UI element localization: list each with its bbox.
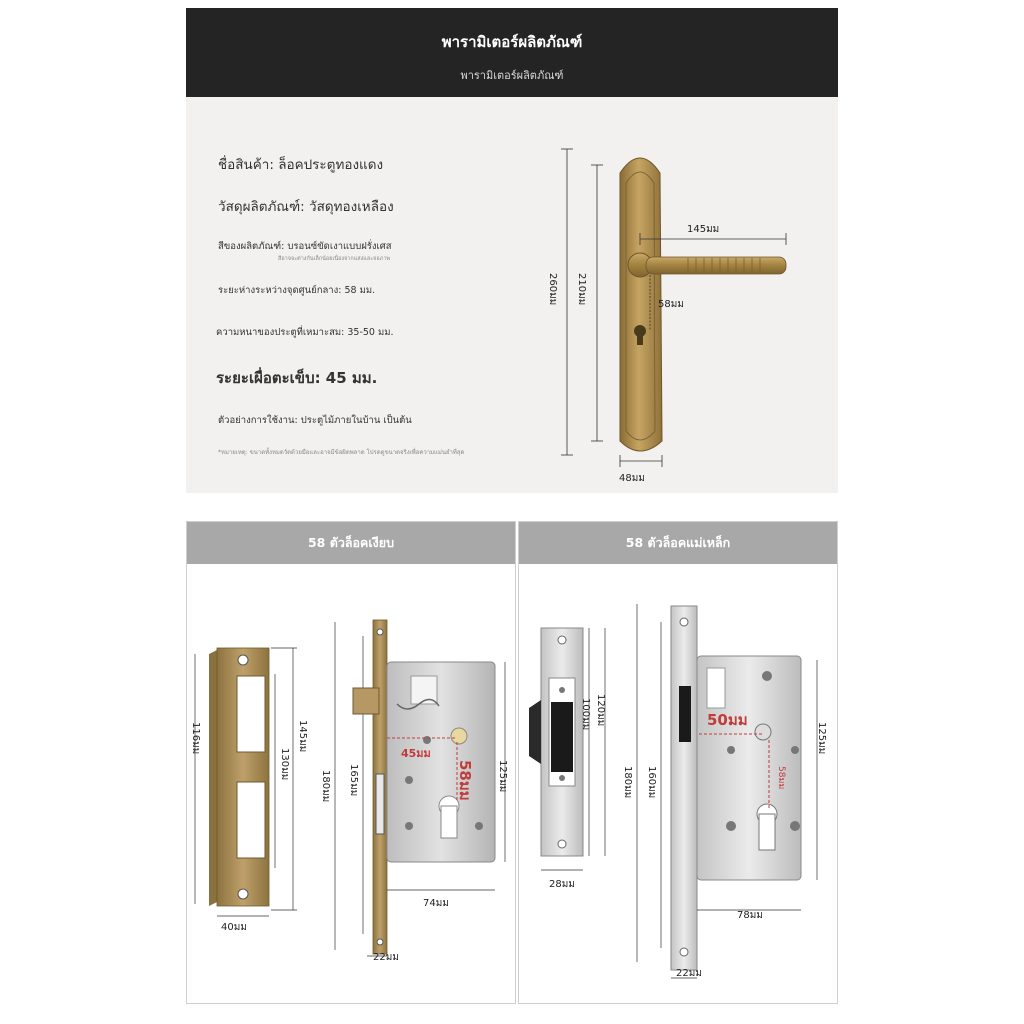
spec-color: สีของผลิตภัณฑ์: บรอนซ์ขัดเงาแบบฝรั่งเศส	[218, 241, 392, 252]
spec-door-thickness: ความหนาของประตูที่เหมาะสม: 35-50 มม.	[216, 327, 394, 338]
magnetic-strike-width-label: 28มม	[549, 879, 575, 890]
silent-body-case-label: 125มม	[497, 760, 508, 793]
silent-center-label: 58มม	[456, 760, 474, 801]
magnetic-backset-label: 50มม	[707, 711, 748, 729]
spec-color-note: สีอาจจะต่างกันเล็กน้อยเนื่องจากแสงและจอภาพ	[278, 256, 391, 262]
silent-lock-title: 58 ตัวล็อคเงียบ	[187, 522, 515, 564]
silent-strike-width-label: 40มม	[221, 922, 247, 933]
silent-depth-label: 74มม	[423, 898, 449, 909]
magnetic-lock-title: 58 ตัวล็อคแม่เหล็ก	[519, 522, 837, 564]
handle-width-label: 48มม	[619, 473, 645, 484]
door-handle-illustration	[536, 137, 826, 487]
silent-strike-outer-label: 145มม	[297, 720, 308, 753]
magnetic-strike-inner-label: 100มม	[580, 698, 591, 731]
magnetic-lock-panel	[518, 521, 838, 1004]
silent-strike-height-label: 116มม	[190, 722, 201, 755]
header-banner	[186, 8, 838, 97]
magnetic-body-case-label: 125มม	[816, 722, 827, 755]
silent-strike-inner-label: 130มม	[279, 748, 290, 781]
handle-total-height-label: 260มม	[547, 273, 558, 306]
silent-lock-panel	[186, 521, 516, 1004]
magnetic-lock-diagram	[519, 564, 837, 1004]
spec-footnote: *หมายเหตุ: ขนาดทั้งหมดวัดด้วยมือและอาจมีข้อผิดพลาด โปรดดูขนาดจริงเพื่อความแม่นยำที่สุด	[218, 449, 465, 456]
silent-backset-label: 45มม	[401, 747, 431, 760]
magnetic-depth-label: 78มม	[737, 910, 763, 921]
spec-usage: ตัวอย่างการใช้งาน: ประตูไม้ภายในบ้าน เป็นต้น	[218, 415, 412, 426]
spec-material: วัสดุผลิตภัณฑ์: วัสดุทองเหลือง	[218, 199, 394, 215]
magnetic-faceplate-label: 22มม	[676, 968, 702, 979]
silent-body-plate-label: 165มม	[348, 764, 359, 797]
silent-faceplate-label: 22มม	[373, 952, 399, 963]
magnetic-body-total-label: 180มม	[622, 766, 633, 799]
magnetic-body-plate-label: 160มม	[646, 766, 657, 799]
silent-body-total-label: 180มม	[320, 770, 331, 803]
page-subtitle: พารามิเตอร์ผลิตภัณฑ์	[460, 69, 564, 82]
handle-plate-height-label: 210มม	[576, 273, 587, 306]
magnetic-strike-outer-label: 120มม	[595, 694, 606, 727]
handle-lever-length-label: 145มม	[687, 224, 720, 235]
magnetic-center-label: 58มม	[776, 766, 786, 790]
spec-backset: ระยะเผื่อตะเข็บ: 45 มม.	[216, 369, 378, 387]
spec-name: ชื่อสินค้า: ล็อคประตูทองแดง	[218, 157, 384, 173]
spec-center-distance: ระยะห่างระหว่างจุดศูนย์กลาง: 58 มม.	[218, 285, 376, 296]
handle-center-label: 58มม	[658, 299, 684, 310]
page-title: พารามิเตอร์ผลิตภัณฑ์	[441, 33, 583, 51]
parameters-panel	[186, 97, 838, 493]
